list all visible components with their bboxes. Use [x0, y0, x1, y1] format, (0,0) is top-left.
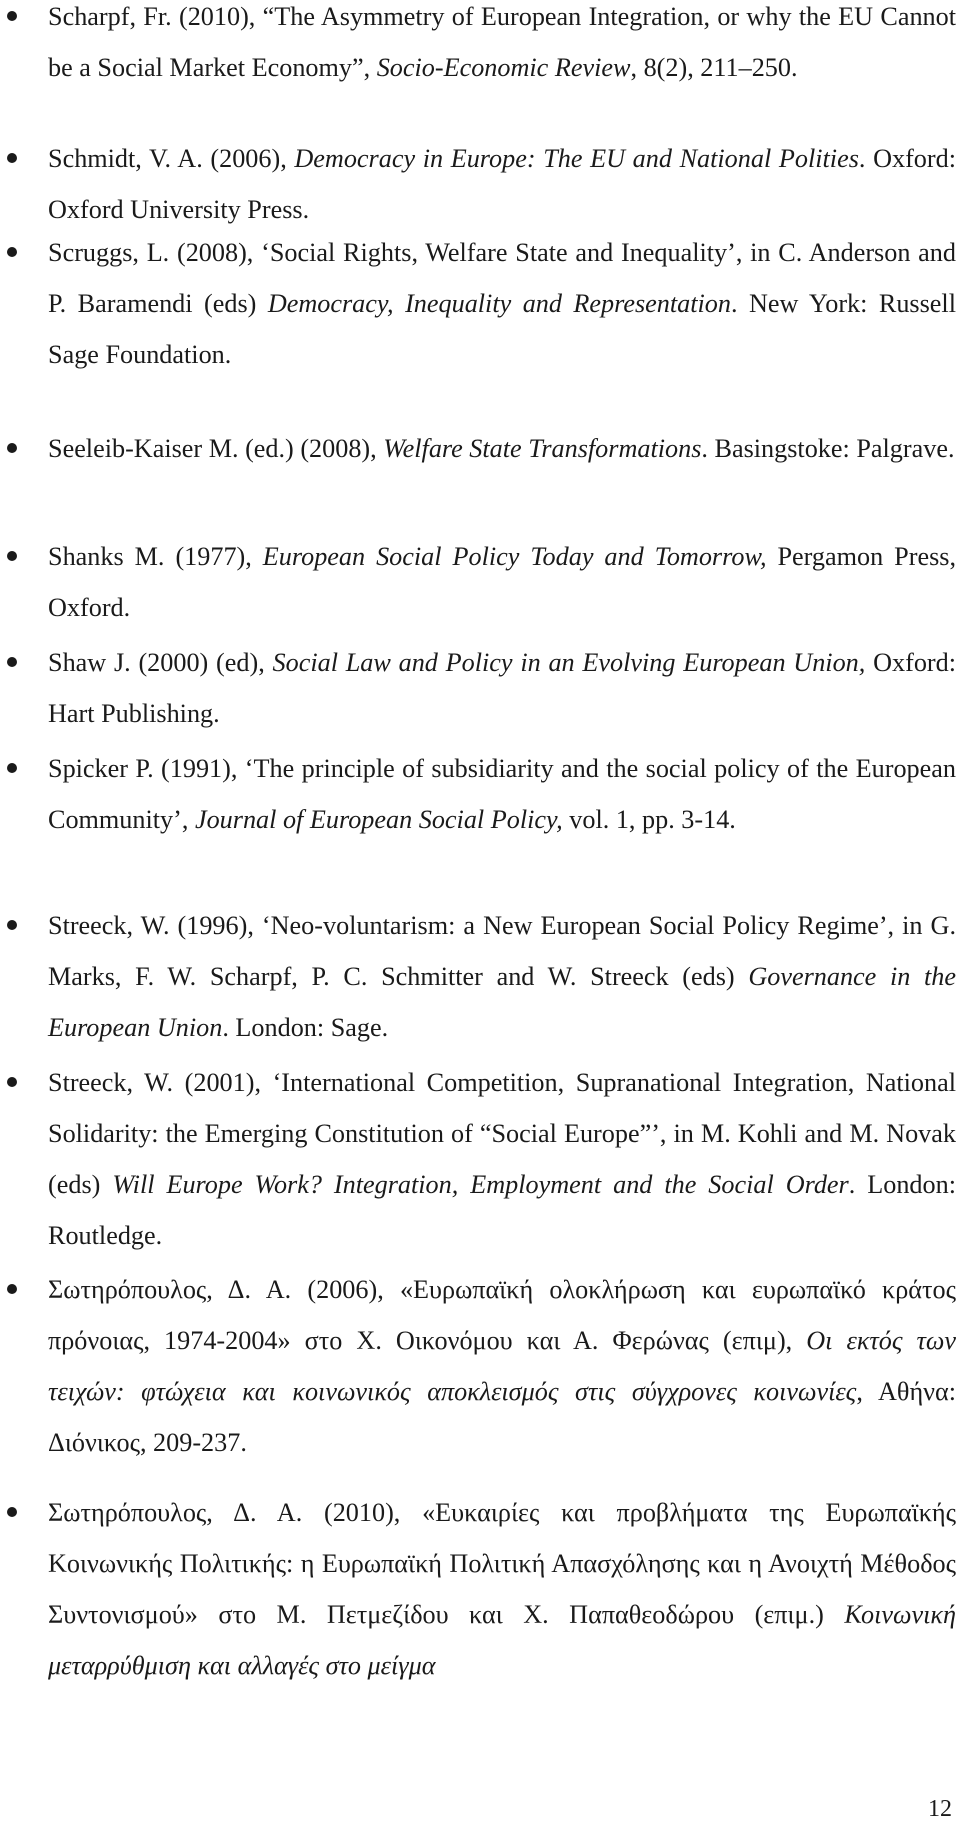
reference-title: Οι εκτός των τειχών: φτώχεια και κοινωνικός αποκλεισμός στις σύγχρονες κοινωνίες [48, 1326, 957, 1406]
bullet-icon [7, 443, 17, 453]
reference-text [48, 900, 956, 1053]
reference-segment: Streeck, W. (1996), ‘Neo-voluntarism: a New European Social Policy Regime’, in G. Marks, F. W. Scharpf, P. C. Schmitter and W. Streeck (eds) [48, 911, 956, 991]
reference-segment: Σωτηρόπουλος, Δ. Α. (2010), «Ευκαιρίες και προβλήματα της Ευρωπαϊκής Κοινωνικής Πολιτικής: η Ευρωπαϊκή Πολιτική Απασχόλησης και η Ανοιχτή Μέθοδος Συντονισμού» στο Μ. Πετμεζίδου και Χ. Παπαθεοδώρου (επιμ.) [48, 1498, 956, 1629]
reference-segment: . Basingstoke: Palgrave. [701, 434, 955, 463]
reference-segment: Scruggs, L. (2008), ‘Social Rights, Welfare State and Inequality’, in C. Anderson and P. Baramendi (eds) [48, 238, 956, 318]
reference-title: Κοινωνική μεταρρύθμιση και αλλαγές στο μείγμα [48, 1600, 956, 1680]
reference-item [48, 0, 956, 93]
reference-item [48, 900, 956, 1053]
reference-item [48, 1487, 956, 1691]
reference-segment: , Αθήνα: Διόνικος, 209-237. [48, 1377, 956, 1457]
bullet-icon [7, 1077, 17, 1087]
reference-text [48, 743, 956, 845]
reference-title: Democracy, Inequality and Representation [267, 289, 731, 318]
bullet-icon [7, 657, 17, 667]
reference-text [48, 227, 956, 380]
reference-text [48, 531, 956, 633]
reference-segment: , 8(2), 211–250. [630, 53, 798, 82]
reference-segment: . Oxford: Oxford University Press. [48, 144, 956, 224]
reference-segment: . New York: Russell Sage Foundation. [48, 289, 956, 369]
reference-text [48, 1264, 956, 1468]
reference-segment: Schmidt, V. A. (2006), [48, 144, 295, 173]
reference-title: Will Europe Work? Integration, Employment and the Social Order [112, 1170, 849, 1199]
reference-item [48, 133, 956, 235]
reference-segment: Σωτηρόπουλος, Δ. Α. (2006), «Ευρωπαϊκή ολοκλήρωση και ευρωπαϊκό κράτος πρόνοιας, 1974-2004» στο Χ. Οικονόμου και Α. Φερώνας (επιμ), [48, 1275, 956, 1355]
reference-segment: Scharpf, Fr. (2010), “The Asymmetry of European Integration, or why the EU Cannot be a Social Market Economy”, [48, 2, 956, 82]
bullet-icon [7, 920, 17, 930]
reference-segment: Shaw J. (2000) (ed), [48, 648, 273, 677]
reference-text [48, 133, 956, 235]
reference-title: Journal of European Social Policy, [194, 805, 563, 834]
bullet-icon [7, 1284, 17, 1294]
reference-title: Democracy in Europe: The EU and National Polities [294, 144, 859, 173]
reference-title: European Social Policy Today and Tomorrow, [262, 542, 767, 571]
reference-segment: Spicker P. (1991), ‘The principle of subsidiarity and the social policy of the European Community’, [48, 754, 956, 834]
reference-item [48, 423, 956, 474]
reference-title: Welfare State Transformations [383, 434, 702, 463]
bullet-icon [7, 247, 17, 257]
reference-text [48, 1057, 956, 1261]
reference-text [48, 423, 956, 474]
reference-segment: . London: Sage. [222, 1013, 389, 1042]
bullet-icon [7, 11, 17, 21]
bullet-icon [7, 763, 17, 773]
bullet-icon [7, 153, 17, 163]
reference-item [48, 1264, 956, 1468]
reference-text [48, 637, 956, 739]
reference-item [48, 1057, 956, 1261]
reference-segment: Shanks M. (1977), [48, 542, 263, 571]
reference-item [48, 531, 956, 633]
reference-segment: . London: Routledge. [48, 1170, 956, 1250]
reference-title: Governance in the European Union [48, 962, 956, 1042]
bullet-icon [7, 1507, 17, 1517]
reference-segment: Oxford: Hart Publishing. [48, 648, 957, 728]
reference-text [48, 0, 956, 93]
reference-segment: Seeleib-Kaiser M. (ed.) (2008), [48, 434, 384, 463]
reference-item [48, 743, 956, 845]
reference-text [48, 1487, 956, 1691]
page-number: 12 [928, 1796, 952, 1822]
bullet-icon [7, 551, 17, 561]
reference-item [48, 227, 956, 380]
reference-title: Socio-Economic Review [376, 53, 631, 82]
reference-segment: Streeck, W. (2001), ‘International Competition, Supranational Integration, National Solidarity: the Emerging Constitution of “Social Europe”’, in M. Kohli and M. Novak (eds) [48, 1068, 956, 1199]
reference-item [48, 637, 956, 739]
reference-segment: Pergamon Press, Oxford. [48, 542, 957, 622]
reference-title: Social Law and Policy in an Evolving European Union, [272, 648, 866, 677]
reference-segment: vol. 1, pp. 3-14. [562, 805, 736, 834]
